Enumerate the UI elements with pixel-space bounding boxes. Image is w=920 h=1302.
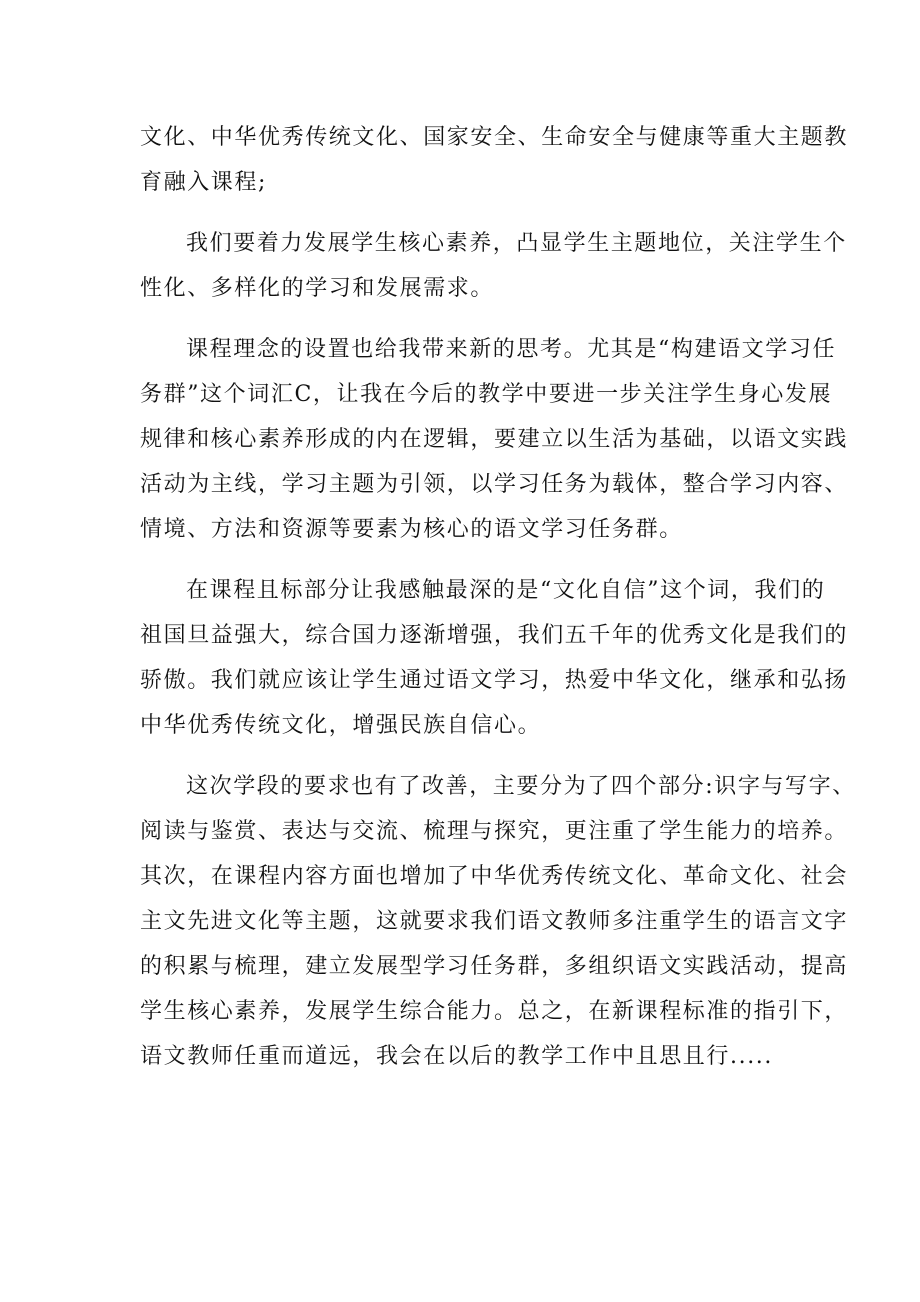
paragraph-gap [140, 205, 800, 221]
text-line: 骄傲。我们就应该让学生通过语文学习，热爱中华文化，继承和弘扬 [140, 668, 849, 693]
text-line: 其次，在课程内容方面也增加了中华优秀传统文化、革命文化、社会 [140, 864, 849, 889]
paragraph-5 [140, 764, 856, 1079]
text-line: 在课程且标部分让我感触最深的是“文化自信”这个词，我们的 [186, 578, 826, 603]
text-line: 主文先进文化等主题，这就要求我们语文教师多注重学生的语言文字 [140, 909, 849, 934]
text-line: 学生核心素养，发展学生综合能力。总之，在新课程标准的指引下， [140, 999, 849, 1024]
paragraph-3 [140, 327, 849, 552]
text-line: 语文教师任重而道远，我会在以后的教学工作中且思且行..... [140, 1044, 773, 1069]
paragraph-gap [140, 552, 800, 568]
paragraph-1 [140, 115, 849, 205]
paragraph-gap [140, 311, 800, 327]
paragraph-4 [140, 568, 849, 748]
text-line: 阅读与鉴赏、表达与交流、梳理与探究，更注重了学生能力的培养。 [140, 819, 849, 844]
text-line: 性化、多样化的学习和发展需求。 [140, 276, 495, 301]
text-line: 规律和核心素养形成的内在逻辑，要建立以生活为基础，以语文实践 [140, 427, 849, 452]
paragraph-2 [140, 221, 847, 311]
text-line: 我们要着力发展学生核心素养，凸显学生主题地位，关注学生个 [186, 231, 847, 256]
text-line: 务群”这个词汇C，让我在今后的教学中要进一步关注学生身心发展 [140, 382, 833, 407]
text-line: 中华优秀传统文化，增强民族自信心。 [140, 713, 542, 738]
text-line: 祖国旦益强大，综合国力逐渐增强，我们五千年的优秀文化是我们的 [140, 623, 849, 648]
text-line: 的积累与梳理，建立发展型学习任务群，多组织语文实践活动，提高 [140, 954, 849, 979]
text-line: 活动为主线，学习主题为引领，以学习任务为载体，整合学习内容、 [140, 472, 849, 497]
text-line: 课程理念的设置也给我带来新的思考。尤其是“构建语文学习任 [186, 337, 837, 362]
paragraph-gap [140, 748, 800, 764]
document-body [140, 115, 856, 1079]
text-line: 这次学段的要求也有了改善，主要分为了四个部分:识字与写字、 [186, 774, 856, 799]
text-line: 文化、中华优秀传统文化、国家安全、生命安全与健康等重大主题教 [140, 125, 849, 150]
text-line: 情境、方法和资源等要素为核心的语文学习任务群。 [140, 517, 683, 542]
text-line: 育融入课程; [140, 170, 268, 195]
